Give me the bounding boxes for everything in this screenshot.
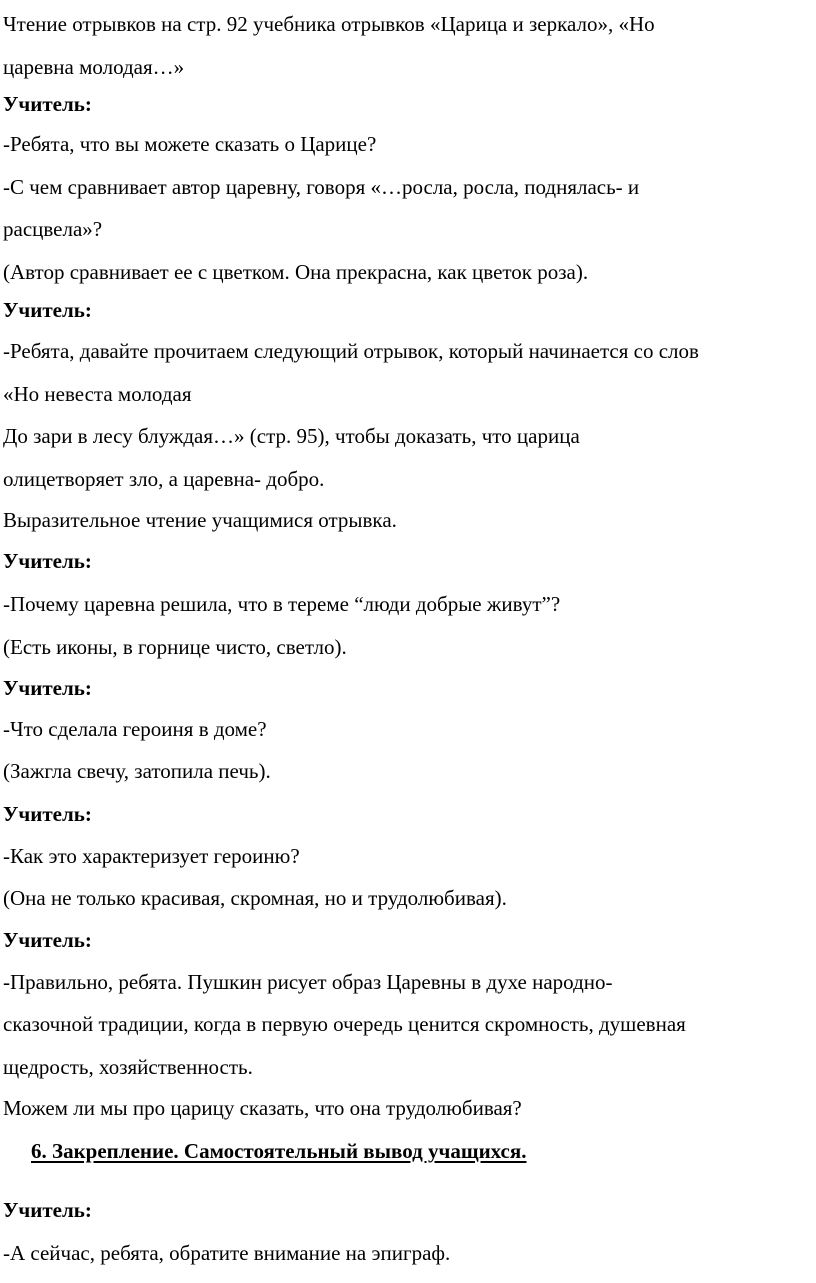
text-line: «Но невеста молодая [3,382,192,406]
text-line: (Автор сравнивает ее с цветком. Она прекрасна, как цветок роза). [3,260,589,284]
text-line: -А сейчас, ребята, обратите внимание на эпиграф. [3,1241,451,1265]
text-line: (Есть иконы, в горнице чисто, светло). [3,635,347,659]
speaker-label: Учитель: [3,1198,92,1222]
speaker-label: Учитель: [3,549,92,573]
text-line: -Как это характеризует героиню? [3,844,300,868]
text-line: (Она не только красивая, скромная, но и трудолюбивая). [3,886,507,910]
speaker-label: Учитель: [3,676,92,700]
text-line: (Зажгла свечу, затопила печь). [3,759,271,783]
text-line: Выразительное чтение учащимися отрывка. [3,508,397,532]
text-line: сказочной традиции, когда в первую очередь ценится скромность, душевная [3,1012,686,1036]
text-line: -Ребята, давайте прочитаем следующий отрывок, который начинается со слов [3,339,699,363]
text-line: -Правильно, ребята. Пушкин рисует образ Царевны в духе народно- [3,970,613,994]
speaker-label: Учитель: [3,802,92,826]
section-heading: 6. Закрепление. Самостоятельный вывод учащихся. [31,1139,527,1163]
text-line: Чтение отрывков на стр. 92 учебника отрывков «Царица и зеркало», «Но [3,12,655,36]
text-line: -С чем сравнивает автор царевну, говоря «…росла, росла, поднялась- и [3,175,640,199]
text-line: -Что сделала героиня в доме? [3,717,267,741]
text-line: До зари в лесу блуждая…» (стр. 95), чтобы доказать, что царица [3,424,580,448]
text-line: олицетворяет зло, а царевна- добро. [3,467,325,491]
speaker-label: Учитель: [3,928,92,952]
text-line: царевна молодая…» [3,55,185,79]
text-line: расцвела»? [3,217,103,241]
text-line: Можем ли мы про царицу сказать, что она трудолюбивая? [3,1096,522,1120]
text-line: щедрость, хозяйственность. [3,1055,253,1079]
text-line: -Ребята, что вы можете сказать о Царице? [3,132,377,156]
speaker-label: Учитель: [3,298,92,322]
text-line: -Почему царевна решила, что в тереме “люди добрые живут”? [3,592,561,616]
speaker-label: Учитель: [3,92,92,116]
